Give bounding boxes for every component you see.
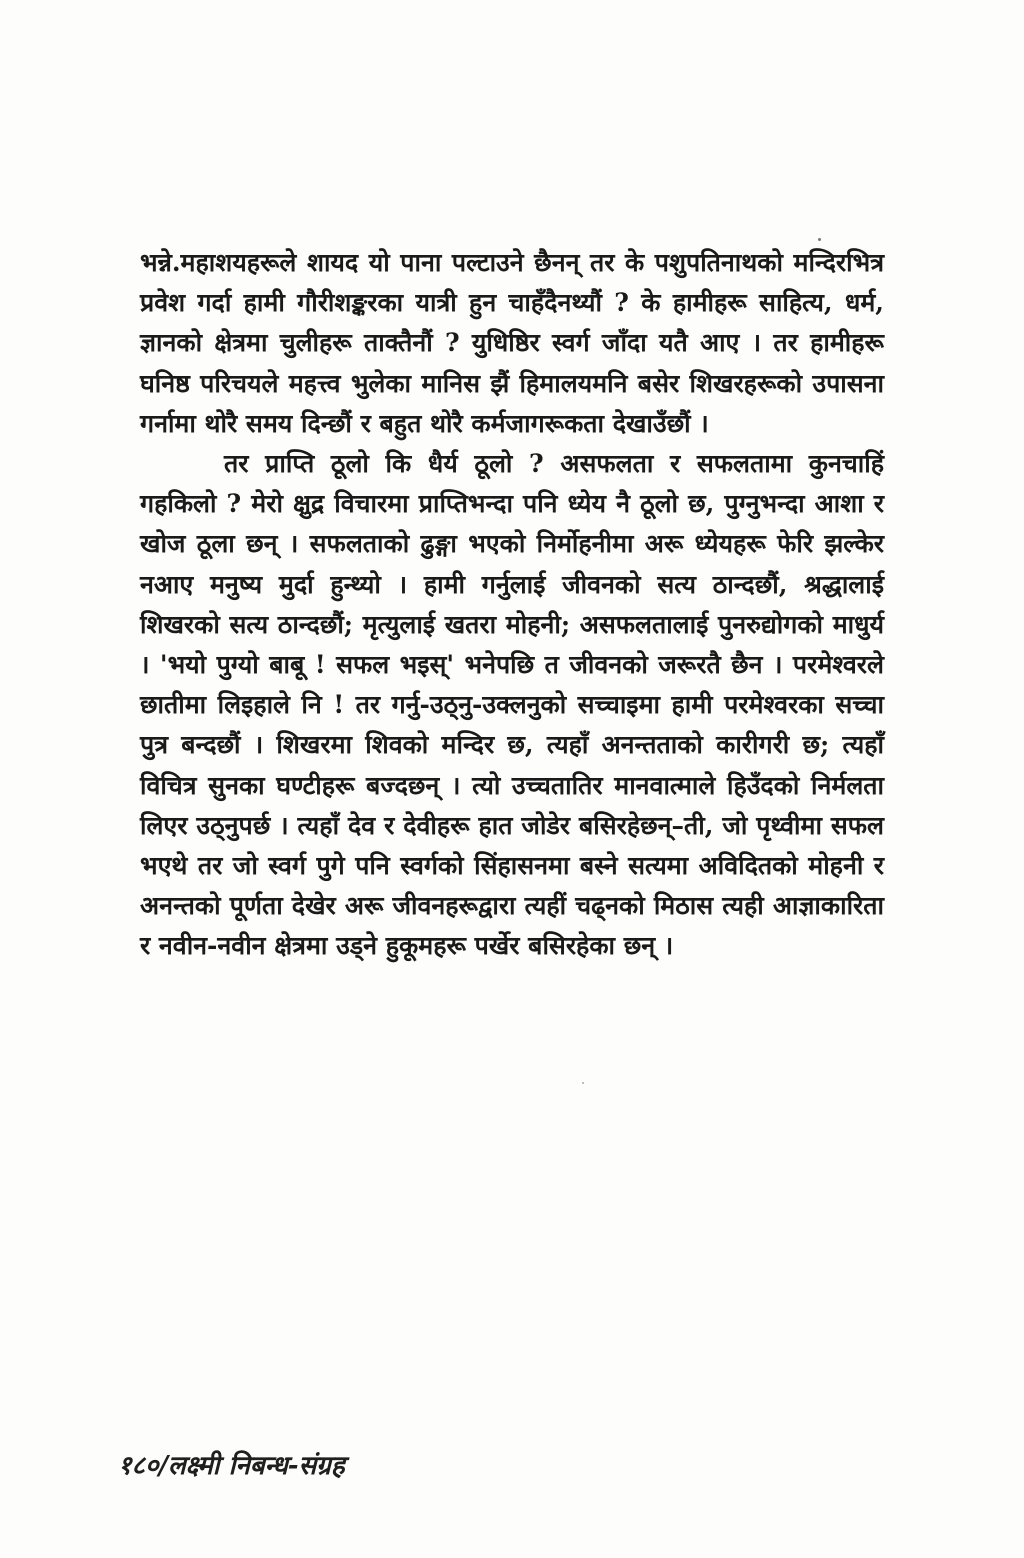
- paragraph-1: भन्ने.महाशयहरूले शायद यो पाना पल्टाउने छैनन् तर के पशुपतिनाथको मन्दिरभित्र प्रवेश गर्दा हामी गौरीशङ्करका यात्री हुन चाहँदैनथ्यौं ? के हामीहरू साहित्य, धर्म, ज्ञानको क्षेत्रमा चुलीहरू ताक्तैनौं ? युधिष्ठिर स्वर्ग जाँदा यतै आए । तर हामीहरू घनिष्ठ परिचयले महत्त्व भुलेका मानिस झैं हिमालयमनि बसेर शिखरहरूको उपासना गर्नामा थोरै समय दिन्छौं र बहुत थोरै कर्मजागरूकता देखाउँछौं ।: [140, 248, 884, 438]
- body-text: [140, 243, 884, 967]
- paragraph-2: तर प्राप्ति ठूलो कि धैर्य ठूलो ? असफलता र सफलतामा कुनचाहिं गहकिलो ? मेरो क्षुद्र विचारमा प्राप्तिभन्दा पनि ध्येय नै ठूलो छ, पुग्नुभन्दा आशा र खोज ठूला छन् । सफलताको ढुङ्गा भएको निर्मोहनीमा अरू ध्येयहरू फेरि झल्केर नआए मनुष्य मुर्दा हुन्थ्यो । हामी गर्नुलाई जीवनको सत्य ठान्दछौं, श्रद्धालाई शिखरको सत्य ठान्दछौं; मृत्युलाई खतरा मोहनी; असफलतालाई पुनरुद्योगको माधुर्य । 'भयो पुग्यो बाबू ! सफल भइस्' भनेपछि त जीवनको जरूरतै छैन । परमेश्वरले छातीमा लिइहाले नि ! तर गर्नु-उठ्नु-उक्लनुको सच्चाइमा हामी परमेश्वरका सच्चा पुत्र बन्दछौं । शिखरमा शिवको मन्दिर छ, त्यहाँ अनन्तताको कारीगरी छ; त्यहाँ विचित्र सुनका घण्टीहरू बज्दछन् । त्यो उच्चतातिर मानवात्माले हिउँदको निर्मलता लिएर उठ्नुपर्छ । त्यहाँ देव र देवीहरू हात जोडेर बसिरहेछन्–ती, जो पृथ्वीमा सफल भएथे तर जो स्वर्ग पुगे पनि स्वर्गको सिंहासनमा बस्ने सत्यमा अविदितको मोहनी र अनन्तको पूर्णता देखेर अरू जीवनहरूद्वारा त्यहीं चढ्नको मिठास त्यही आज्ञाकारिता र नवीन-नवीन क्षेत्रमा उड्ने हुकूमहरू पर्खेर बसिरहेका छन् ।: [140, 449, 884, 961]
- page-footer: १८०/लक्ष्मी निबन्ध-संग्रह: [118, 1451, 345, 1481]
- print-speck: [582, 1082, 584, 1084]
- print-speck: [818, 238, 821, 241]
